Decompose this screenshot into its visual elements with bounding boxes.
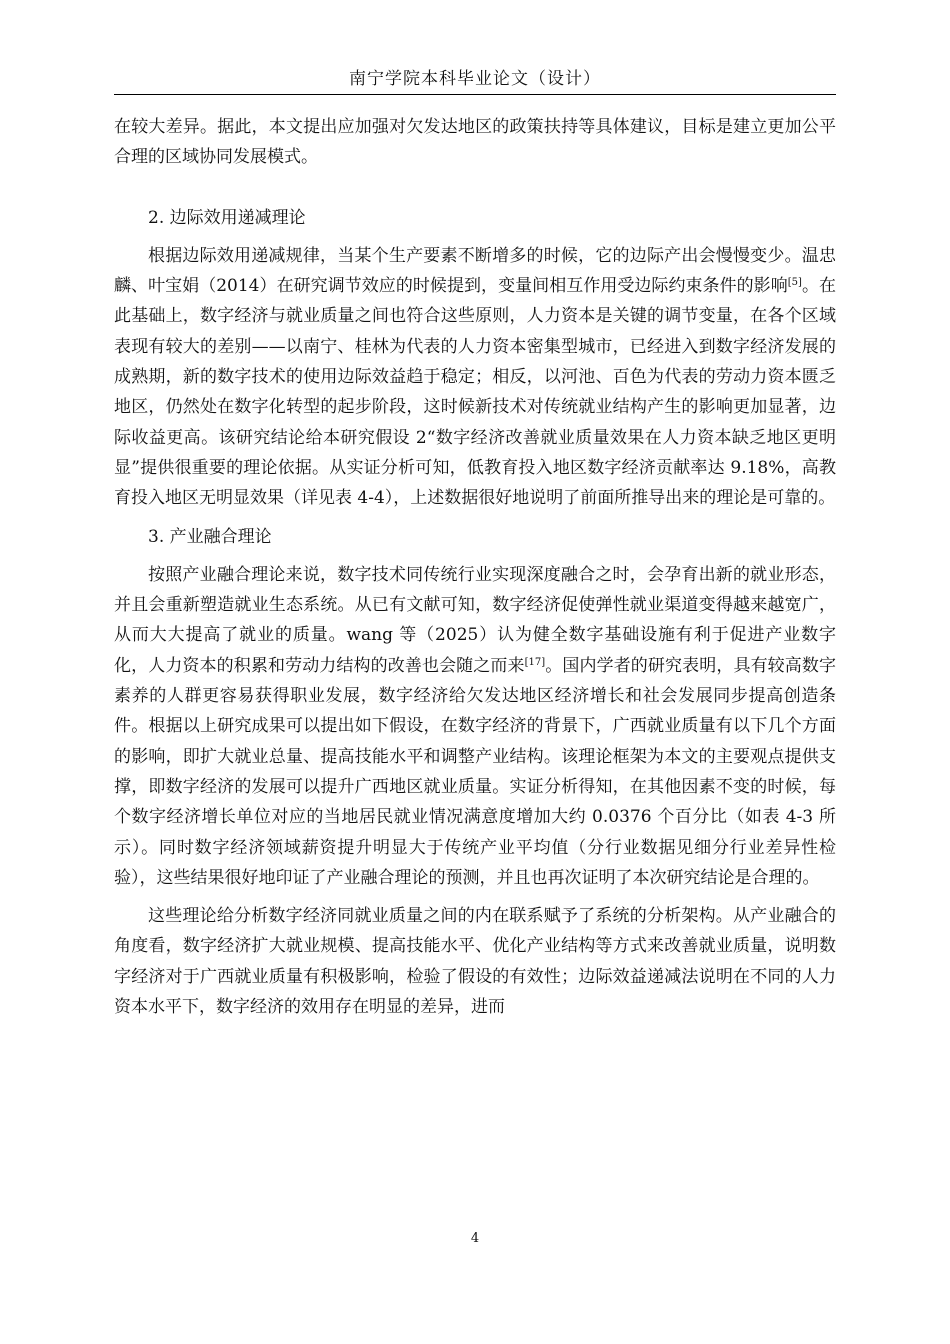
citation-5: [5] <box>787 277 802 289</box>
paragraph-text: 这些理论给分析数字经济同就业质量之间的内在联系赋予了系统的分析架构。从产业融合的角度看，数字经济扩大就业规模、提高技能水平、优化产业结构等方式来改善就业质量，说明数字经济对于广西就业质量有积极影响，检验了假设的有效性；边际效益递减法说明在不同的人力资本水平下，数字经济的效用存在明显的差异，进而 <box>114 906 836 1018</box>
section-heading-marginal-utility: 2. 边际效用递减理论 <box>148 207 306 228</box>
citation-17: [17] <box>524 656 546 668</box>
paragraph-text: 根据边际效用递减规律，当某个生产要素不断增多的时候，它的边际产出会慢慢变少。温忠麟、叶宝娟（2014）在研究调节效应的时候提到，变量间相互作用受边际约束条件的影响 <box>114 245 836 297</box>
running-header: 南宁学院本科毕业论文（设计） <box>349 69 601 89</box>
page-number: 4 <box>470 1231 480 1246</box>
paragraph-text: 。在此基础上，数字经济与就业质量之间也符合这些原则，人力资本是关键的调节变量，在各个区域表现有较大的差别——以南宁、桂林为代表的人力资本密集型城市，已经进入到数字经济发展的成熟期，新的数字技术的使用边际效益趋于稳定；相反，以河池、百色为代表的劳动力资本匮乏地区，仍然处在数字化转型的起步阶段，这时候新技术对传统就业结构产生的影响更加显著，边际收益更高。该研究结论给本研究假设 2“数字经济改善就业质量效果在人力资本缺乏地区更明显”提供很重要的理论依据。从实证分析可知，低教育投入地区数字经济贡献率达 9.18%，高教育投入地区无明显效果（详见表 4-4），上述数据很好地说明了前面所推导出来的理论是可靠的。 <box>114 276 836 509</box>
paragraph-text: 。国内学者的研究表明，具有较高数字素养的人群更容易获得职业发展，数字经济给欠发达地区经济增长和社会发展同步提高创造条件。根据以上研究成果可以提出如下假设，在数字经济的背景下，广西就业质量有以下几个方面的影响，即扩大就业总量、提高技能水平和调整产业结构。该理论框架为本文的主要观点提供支撑，即数字经济的发展可以提升广西地区就业质量。实证分析得知，在其他因素不变的时候，每个数字经济增长单位对应的当地居民就业情况满意度增加大约 0.0376 个百分比（如表 4-3 所示）。同时数字经济领域薪资提升明显大于传统产业平均值（分行业数据见细分行业差异性检验），这些结果很好地印证了产业融合理论的预测，并且也再次证明了本次研究结论是合理的。 <box>114 655 837 888</box>
page-body <box>114 112 836 1022</box>
header-rule <box>114 94 836 95</box>
paragraph-marginal-utility <box>114 241 836 514</box>
section-heading-industry-convergence: 3. 产业融合理论 <box>148 526 272 547</box>
paragraph-industry-convergence <box>114 560 836 893</box>
paragraph-text: 按照产业融合理论来说，数字技术同传统行业实现深度融合之时，会孕育出新的就业形态，并且会重新塑造就业生态系统。从已有文献可知，数字经济促使弹性就业渠道变得越来越宽广，从而大大提高了就业的质量。wang 等（2025）认为健全数字基础设施有利于促进产业数字化，人力资本的积累和劳动力结构的改善也会随之而来 <box>114 564 836 676</box>
paragraph-summary <box>114 901 836 1022</box>
paragraph-continuation: 在较大差异。据此，本文提出应加强对欠发达地区的政策扶持等具体建议，目标是建立更加公平合理的区域协同发展模式。 <box>114 117 836 168</box>
